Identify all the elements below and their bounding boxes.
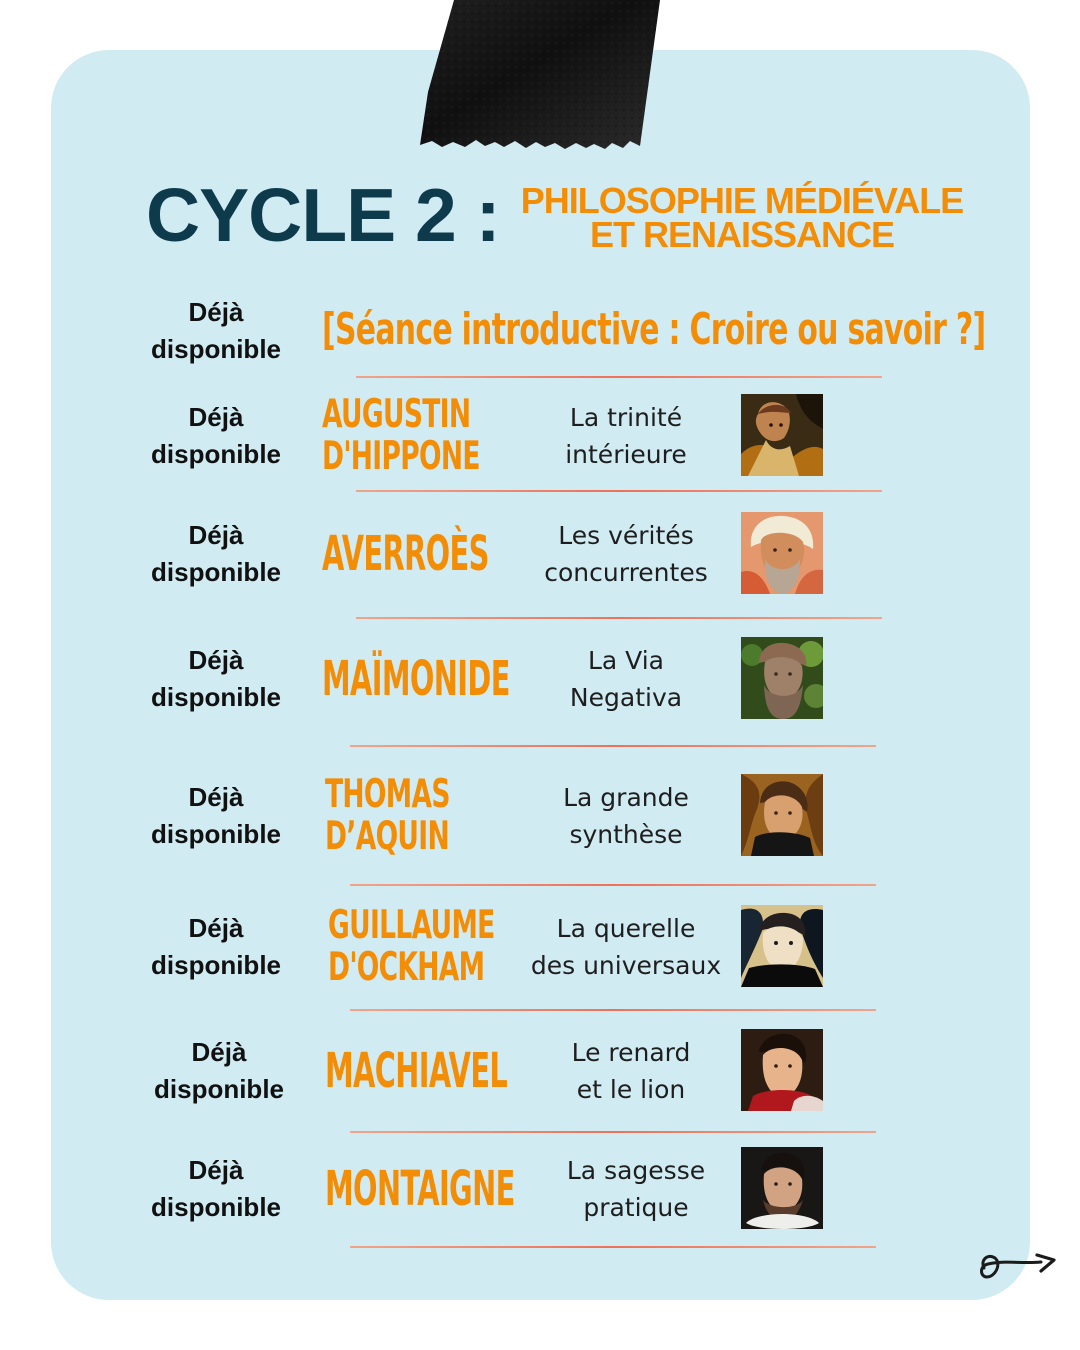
cycle-subtitle: PHILOSOPHIE MÉDIÉVALE ET RENAISSANCE [520,180,964,255]
session-row-thomas-aquinas [0,763,1080,869]
session-topic: Les vérités concurrentes [544,521,708,587]
session-topic: La sagesse pratique [566,1156,706,1222]
topic-container [529,1018,733,1124]
session-row-augustine [0,383,1080,489]
status-line-2: disponible [151,1192,281,1222]
status-line-1: Déjà [188,645,244,675]
intro-row [0,285,1080,377]
philosopher-name-container [325,763,539,869]
status-line-2: disponible [151,334,281,364]
session-status [116,626,316,732]
topic-container [524,383,728,489]
session-row-machiavelli [0,1018,1080,1124]
divider [350,1131,876,1133]
philosopher-name-container [322,501,536,607]
divider [350,1246,876,1248]
session-topic: La trinité intérieure [565,403,687,469]
machiavelli-portrait-icon [741,1029,823,1111]
session-row-montaigne [0,1136,1080,1242]
philosopher-name: MONTAIGNE [325,1161,515,1217]
philosopher-name: THOMAS D’AQUIN [325,772,450,859]
divider [350,884,876,886]
session-topic: La grande synthèse [563,783,689,849]
session-status [116,383,316,489]
session-status [116,763,316,869]
philosopher-name-container [328,894,542,1000]
intro-session-title: [Séance introductive : Croire ou savoir ?] [322,304,986,355]
session-status [116,894,316,1000]
william-ockham-portrait-icon [741,905,823,987]
divider [356,490,882,492]
philosopher-name-container [322,383,536,489]
philosopher-name: AUGUSTIN D'HIPPONE [322,392,480,479]
intro-status [116,285,316,377]
philosopher-name-container [325,1018,539,1124]
status-line-2: disponible [151,682,281,712]
status-line-2: disponible [151,950,281,980]
averroes-portrait-icon [741,512,823,594]
cycle-title: CYCLE 2 : [146,173,500,257]
topic-container [534,1136,738,1242]
status-line-2: disponible [154,1074,284,1104]
philosopher-name-container [325,1136,539,1242]
philosopher-name: AVERROÈS [322,526,489,582]
status-line-2: disponible [151,557,281,587]
tape-icon [418,0,664,168]
status-line-1: Déjà [188,913,244,943]
philosopher-name: MAÏMONIDE [322,651,510,707]
maimonides-portrait-icon [741,637,823,719]
divider [356,617,882,619]
montaigne-portrait-icon [741,1147,823,1229]
status-line-1: Déjà [191,1037,247,1067]
session-row-averroes [0,501,1080,607]
session-row-maimonides [0,626,1080,732]
status-line-2: disponible [151,819,281,849]
session-topic: La querelle des universaux [530,914,722,980]
status-line-1: Déjà [188,782,244,812]
session-row-william-ockham [0,894,1080,1000]
session-status [116,501,316,607]
session-topic: La Via Negativa [569,646,683,712]
philosopher-name: MACHIAVEL [325,1043,508,1099]
thomas-aquinas-portrait-icon [741,774,823,856]
augustine-portrait-icon [741,394,823,476]
divider [350,1009,876,1011]
status-line-2: disponible [151,439,281,469]
divider [350,745,876,747]
status-line-1: Déjà [188,402,244,432]
divider [356,376,882,378]
status-line-1: Déjà [188,297,244,327]
philosopher-name: GUILLAUME D'OCKHAM [328,903,495,990]
session-status [119,1018,319,1124]
topic-container [524,501,728,607]
topic-container [524,894,728,1000]
status-line-1: Déjà [188,1155,244,1185]
topic-container [524,626,728,732]
philosopher-name-container [322,626,536,732]
status-line-1: Déjà [188,520,244,550]
curly-arrow-icon [977,1246,1057,1288]
session-status [116,1136,316,1242]
topic-container [524,763,728,869]
session-topic: Le renard et le lion [571,1038,691,1104]
